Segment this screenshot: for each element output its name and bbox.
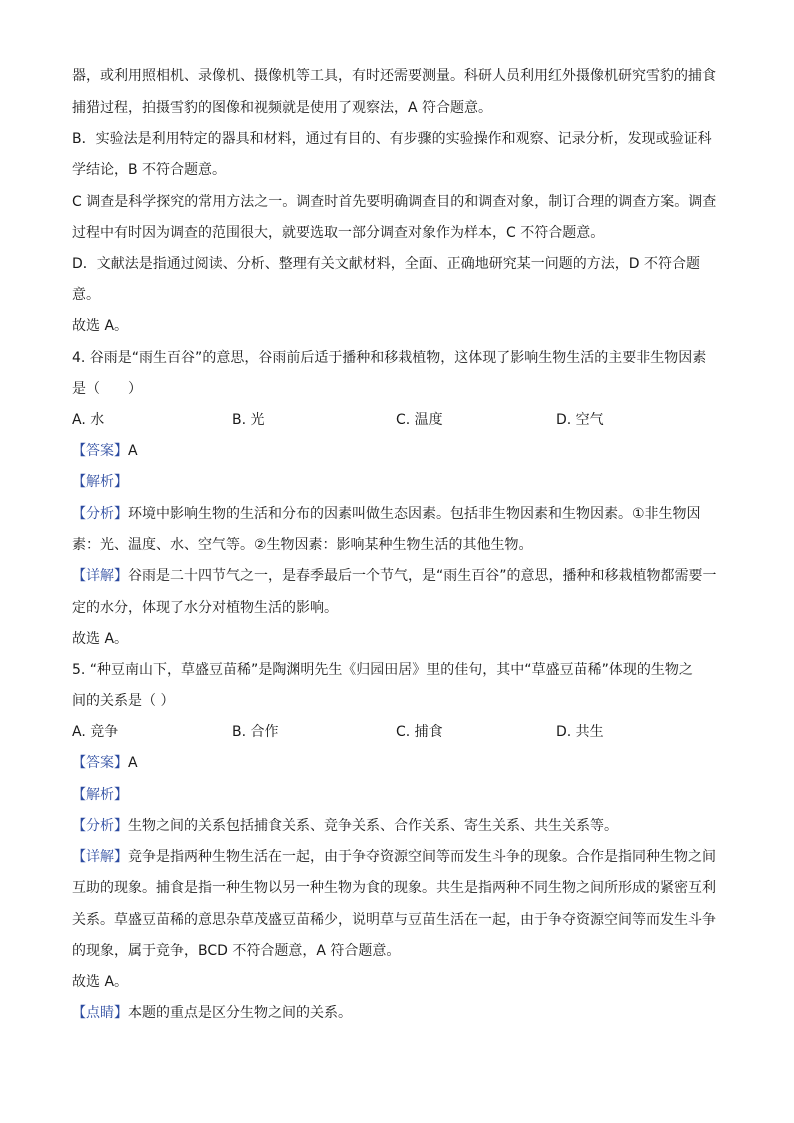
q4-option-b: B. 光 <box>232 412 265 428</box>
fenxi-text: 环境中影响生物的生活和分布的因素叫做生态因素。包括非生物因素和生物因素。①非生物因 <box>128 506 701 522</box>
fenxi-tag: 【分析】 <box>72 506 128 522</box>
paragraph-line: 学结论，B 不符合题意。 <box>72 162 227 178</box>
q4-xiangjie <box>72 566 732 586</box>
q4-answer <box>72 441 732 461</box>
xiangjie-tag: 【详解】 <box>72 849 128 865</box>
q5-option-d: D. 共生 <box>556 724 604 740</box>
q5-analysis-heading <box>72 785 732 805</box>
q4-conclusion: 故选 A。 <box>72 631 129 647</box>
analysis-tag: 【解析】 <box>72 787 128 803</box>
q5-option-b: B. 合作 <box>232 724 279 740</box>
q4-option-a: A. 水 <box>72 412 105 428</box>
fenxi-tag: 【分析】 <box>72 818 128 834</box>
xiangjie-tag: 【详解】 <box>72 568 128 584</box>
answer-value: A <box>128 755 138 771</box>
xiangjie-text: 谷雨是二十四节气之一，是春季最后一个节气，是“雨生百谷”的意思，播种和移栽植物都需要一 <box>128 568 717 584</box>
q5-dianjing <box>72 1003 732 1023</box>
q4-fenxi-cont: 素：光、温度、水、空气等。②生物因素：影响某种生物生活的其他生物。 <box>72 537 533 553</box>
q5-option-a: A. 竞争 <box>72 724 119 740</box>
question-5-stem: 间的关系是（ ） <box>72 693 175 709</box>
q5-xiangjie <box>72 847 732 867</box>
paragraph-line: C 调查是科学探究的常用方法之一。调查时首先要明确调查目的和调查对象，制订合理的调查方案。调查 <box>72 194 717 210</box>
paragraph-line: 故选 A。 <box>72 318 129 334</box>
q5-xiangjie-cont: 关系。草盛豆苗稀的意思杂草茂盛豆苗稀少，说明草与豆苗生活在一起，由于争夺资源空间等而发生斗争 <box>72 912 716 928</box>
question-4-stem: 4. 谷雨是“雨生百谷”的意思，谷雨前后适于播种和移栽植物，这体现了影响生物生活的主要非生物因素 <box>72 350 707 366</box>
paragraph-line: B．实验法是利用特定的器具和材料，通过有目的、有步骤的实验操作和观察、记录分析，发现或验证科 <box>72 131 712 147</box>
q5-answer <box>72 753 732 773</box>
question-4-stem: 是（ ） <box>72 381 142 397</box>
fenxi-text: 生物之间的关系包括捕食关系、竞争关系、合作关系、寄生关系、共生关系等。 <box>128 818 618 834</box>
answer-tag: 【答案】 <box>72 443 128 459</box>
paragraph-line: 器，或利用照相机、录像机、摄像机等工具，有时还需要测量。科研人员利用红外摄像机研究雪豹的捕食 <box>72 68 716 84</box>
paragraph-line: 过程中有时因为调查的范围很大，就要选取一部分调查对象作为样本，C 不符合题意。 <box>72 225 605 241</box>
paragraph-line: 意。 <box>72 287 100 303</box>
q4-xiangjie-cont: 定的水分，体现了水分对植物生活的影响。 <box>72 600 338 616</box>
analysis-tag: 【解析】 <box>72 474 128 490</box>
question-5-stem: 5. “种豆南山下，草盛豆苗稀”是陶渊明先生《归园田居》里的佳句，其中“草盛豆苗稀”体现的生物之 <box>72 662 693 678</box>
answer-value: A <box>128 443 138 459</box>
dianjing-text: 本题的重点是区分生物之间的关系。 <box>128 1005 352 1021</box>
paragraph-line: D．文献法是指通过阅读、分析、整理有关文献材料，全面、正确地研究某一问题的方法，D 不符合题 <box>72 256 701 272</box>
q4-option-c: C. 温度 <box>396 412 443 428</box>
q5-fenxi <box>72 816 732 836</box>
q5-xiangjie-cont: 互助的现象。捕食是指一种生物以另一种生物为食的现象。共生是指两种不同生物之间所形成的紧密互利 <box>72 880 716 896</box>
q5-option-c: C. 捕食 <box>396 724 443 740</box>
q4-analysis-heading <box>72 472 732 492</box>
q5-conclusion: 故选 A。 <box>72 974 129 990</box>
q4-option-d: D. 空气 <box>556 412 604 428</box>
q4-fenxi <box>72 504 732 524</box>
q5-xiangjie-cont: 的现象，属于竞争，BCD 不符合题意，A 符合题意。 <box>72 943 401 959</box>
answer-tag: 【答案】 <box>72 755 128 771</box>
paragraph-line: 捕猎过程，拍摄雪豹的图像和视频就是使用了观察法，A 符合题意。 <box>72 100 493 116</box>
xiangjie-text: 竞争是指两种生物生活在一起，由于争夺资源空间等而发生斗争的现象。合作是指同种生物之间 <box>128 849 716 865</box>
dianjing-tag: 【点睛】 <box>72 1005 128 1021</box>
